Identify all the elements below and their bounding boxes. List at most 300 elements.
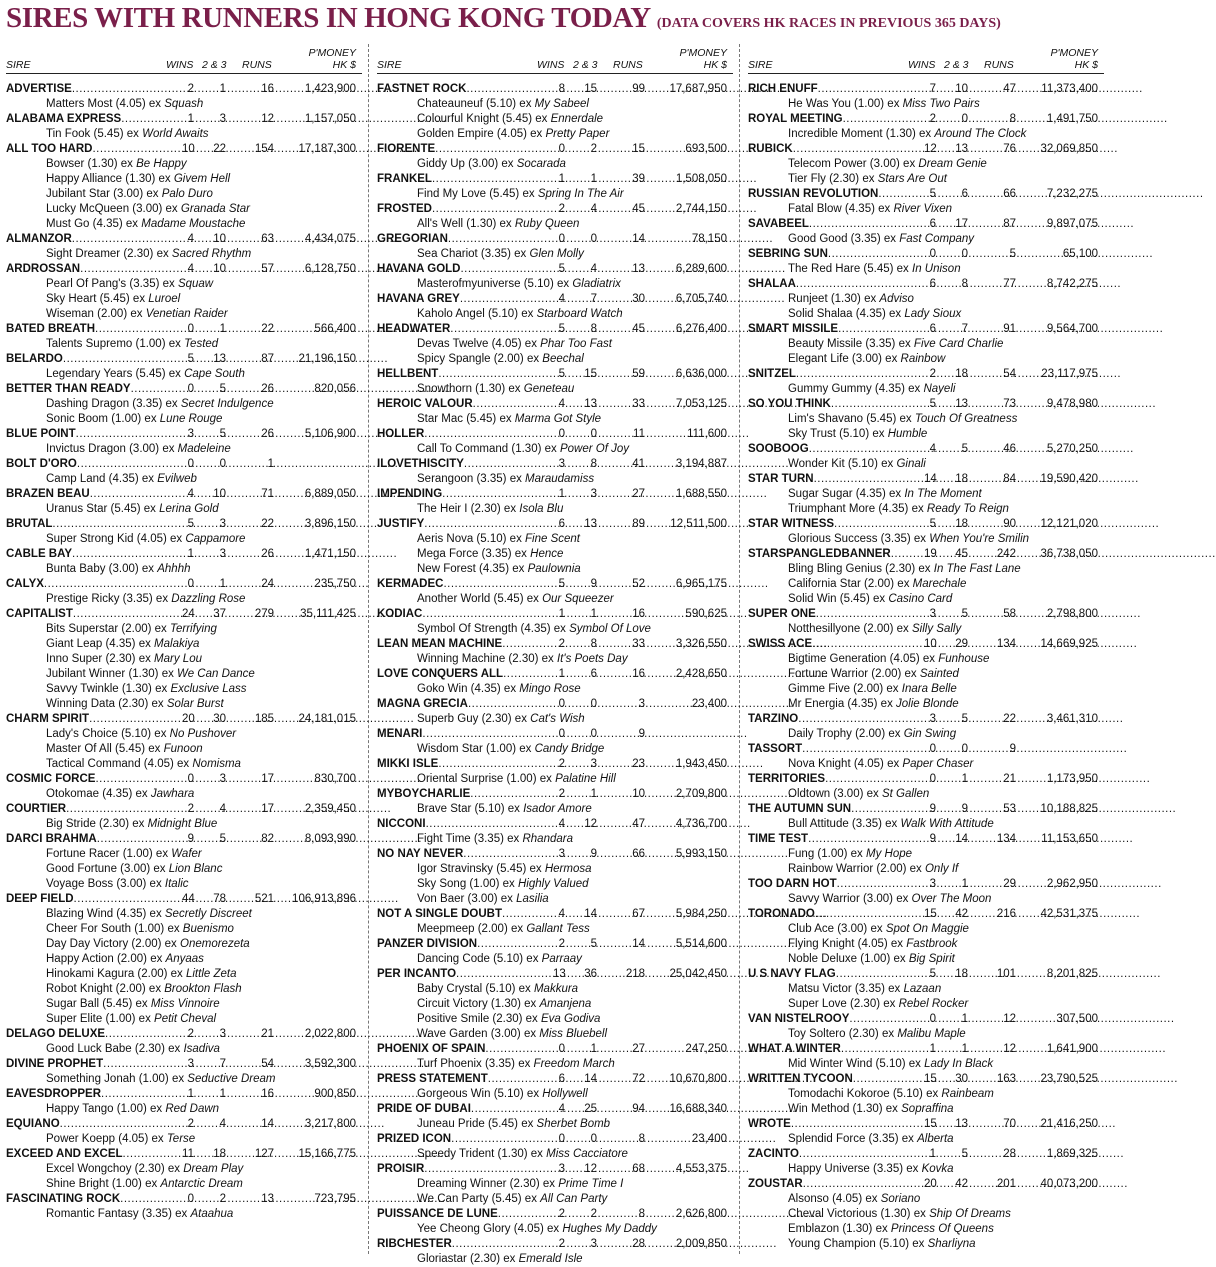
- sire-row: [6, 1147, 362, 1162]
- runner-row: [748, 232, 1104, 247]
- sire-name: FASCINATING ROCK .....: [6, 1192, 187, 1207]
- wins-value: 8: [558, 83, 565, 95]
- runner-row: [748, 172, 1104, 187]
- runner-name: Otokomae (4.35) ex: [46, 788, 151, 800]
- sire-name: MYBOYCHARLIE .....: [377, 787, 558, 802]
- runner-row: [748, 337, 1104, 352]
- runner-row: [6, 877, 362, 892]
- prize-money-value: 21,416,250: [1040, 1118, 1098, 1130]
- dam-name: Palatine Hill: [555, 773, 616, 785]
- prize-money-value: 21,196,150: [298, 353, 356, 365]
- runs-value: 52: [632, 578, 645, 590]
- dam-name: Sharliyna: [927, 1238, 976, 1250]
- placings-value: 30: [955, 1073, 968, 1085]
- prize-money-value: 723,795: [314, 1193, 356, 1205]
- prize-money-value: 8,093,990: [304, 833, 356, 845]
- wins-value: 2: [187, 83, 194, 95]
- runner-name: Spicy Spangle (2.00) ex: [417, 353, 543, 365]
- prize-money-value: 1,173,950: [1046, 773, 1098, 785]
- runner-row: [377, 772, 733, 787]
- dam-name: Socarada: [516, 158, 566, 170]
- sire-name: TARZINO .....: [748, 712, 929, 727]
- dam-name: Our Squeezer: [542, 593, 614, 605]
- dam-name: Cappamore: [185, 533, 246, 545]
- sire-name: TERRITORIES .....: [748, 772, 929, 787]
- runner-name: Flying Knight (4.05) ex: [788, 938, 907, 950]
- sire-row: [6, 82, 362, 97]
- runner-row: [6, 967, 362, 982]
- wins-value: 2: [558, 1208, 565, 1220]
- placings-value: 18: [213, 1148, 226, 1160]
- runner-name: Super Strong Kid (4.05) ex: [46, 533, 186, 545]
- prize-money-value: 3,592,300: [304, 1058, 356, 1070]
- prize-money-value: 23,790,525: [1040, 1073, 1098, 1085]
- sire-name: MIKKI ISLE .....: [377, 757, 558, 772]
- runner-name: Lim's Shavano (5.45) ex: [788, 413, 915, 425]
- runner-name: Happy Action (2.00) ex: [46, 953, 166, 965]
- placings-value: 14: [584, 908, 597, 920]
- prize-money-value: 2,626,800: [675, 1208, 727, 1220]
- runner-name: Happy Universe (3.35) ex: [788, 1163, 922, 1175]
- wins-value: 3: [187, 1058, 194, 1070]
- sire-name: MENARI .....: [377, 727, 558, 742]
- runner-row: [377, 532, 733, 547]
- runner-name: Wiseman (2.00) ex: [46, 308, 146, 320]
- placings-value: 1: [219, 83, 226, 95]
- runner-name: Cheer For South (1.00) ex: [46, 923, 183, 935]
- prize-money-value: 2,798,800: [1046, 608, 1098, 620]
- wins-value: 2: [187, 803, 194, 815]
- runner-row: [748, 682, 1104, 697]
- placings-value: 18: [955, 368, 968, 380]
- sire-row: [377, 172, 733, 187]
- sire-row: [377, 262, 733, 277]
- runner-name: Bits Superstar (2.00) ex: [46, 623, 170, 635]
- runner-name: Call To Command (1.30) ex: [417, 443, 560, 455]
- runner-row: [748, 592, 1104, 607]
- sire-row: [748, 877, 1104, 892]
- dam-name: Emerald Isle: [518, 1253, 583, 1265]
- wins-value: 6: [558, 1073, 565, 1085]
- runner-row: [377, 1087, 733, 1102]
- sire-row: [377, 487, 733, 502]
- sire-row: [6, 487, 362, 502]
- placings-value: 0: [590, 698, 597, 710]
- prize-money-value: 7,232,275: [1046, 188, 1098, 200]
- runner-name: Bigtime Generation (4.05) ex: [788, 653, 939, 665]
- placings-value: 22: [213, 143, 226, 155]
- runs-value: 99: [632, 83, 645, 95]
- runner-name: The Red Hare (5.45) ex: [788, 263, 913, 275]
- dam-name: World Awaits: [142, 128, 209, 140]
- dam-name: Freedom March: [533, 1058, 615, 1070]
- runs-value: 15: [632, 143, 645, 155]
- runner-name: Juneau Pride (5.45) ex: [417, 1118, 537, 1130]
- dam-name: Ahhhh: [157, 563, 191, 575]
- dam-name: Parraay: [541, 953, 582, 965]
- prize-money-value: 2,359,450: [304, 803, 356, 815]
- prize-money-value: 14,669,925: [1040, 638, 1098, 650]
- sire-name: RUBICK .....: [748, 142, 929, 157]
- runner-name: Symbol Of Strength (4.35) ex: [417, 623, 570, 635]
- sire-name: SMART MISSILE .....: [748, 322, 929, 337]
- sire-name: BOLT D'ORO .....: [6, 457, 187, 472]
- runner-row: [748, 577, 1104, 592]
- sire-list: [748, 74, 1104, 1252]
- dam-name: Spot On Maggie: [885, 923, 969, 935]
- sire-name: CALYX .....: [6, 577, 187, 592]
- sire-row: [748, 322, 1104, 337]
- dam-name: Lerina Gold: [159, 503, 219, 515]
- runner-row: [377, 352, 733, 367]
- prize-money-value: 1,688,550: [675, 488, 727, 500]
- dam-name: In The Fast Lane: [933, 563, 1021, 575]
- dam-name: Brookton Flash: [164, 983, 242, 995]
- prize-money-value: 9,897,075: [1046, 218, 1098, 230]
- runner-name: Notthesillyone (2.00) ex: [788, 623, 913, 635]
- runs-value: 91: [1003, 323, 1016, 335]
- wins-value: 3: [929, 878, 936, 890]
- runner-name: Legendary Years (5.45) ex: [46, 368, 185, 380]
- sire-row: [377, 847, 733, 862]
- prize-money-value: 32,069,850: [1040, 143, 1098, 155]
- placings-value: 1: [219, 1088, 226, 1100]
- runs-value: 8: [638, 1208, 645, 1220]
- runner-row: [748, 757, 1104, 772]
- placings-value: 1: [961, 1013, 968, 1025]
- dam-name: Midnight Blue: [147, 818, 218, 830]
- runs-value: 67: [632, 908, 645, 920]
- dam-name: Miss Vinnoire: [150, 998, 220, 1010]
- runs-value: 23: [632, 758, 645, 770]
- header-sire: SIRE: [748, 59, 773, 71]
- dam-name: Starboard Watch: [536, 308, 623, 320]
- runner-row: [6, 367, 362, 382]
- runner-row: [748, 427, 1104, 442]
- runner-name: Gummy Gummy (4.35) ex: [788, 383, 924, 395]
- dam-name: Gallant Tess: [526, 923, 590, 935]
- runner-name: Find My Love (5.45) ex: [417, 188, 538, 200]
- dam-name: Amanjena: [539, 998, 592, 1010]
- prize-money-value: 25,042,450: [669, 968, 727, 980]
- prize-money-value: 9,478,980: [1046, 398, 1098, 410]
- prize-money-value: 3,217,800: [304, 1118, 356, 1130]
- dam-name: Ship Of Dreams: [929, 1208, 1011, 1220]
- runner-name: Day Day Victory (2.00) ex: [46, 938, 181, 950]
- placings-value: 1: [961, 1043, 968, 1055]
- runner-name: Bling Bling Genius (2.30) ex: [788, 563, 934, 575]
- placings-value: 15: [584, 368, 597, 380]
- sire-name: SEBRING SUN .....: [748, 247, 929, 262]
- prize-money-value: 65,100: [1062, 248, 1098, 260]
- sire-name: SWISS ACE .....: [748, 637, 929, 652]
- runner-row: [748, 652, 1104, 667]
- wins-value: 7: [929, 83, 936, 95]
- runner-row: [6, 622, 362, 637]
- runs-value: 16: [632, 608, 645, 620]
- sire-row: [748, 1177, 1104, 1192]
- runner-row: [748, 157, 1104, 172]
- placings-value: 5: [590, 938, 597, 950]
- runs-value: 22: [261, 323, 274, 335]
- dam-name: Mary Lou: [154, 653, 202, 665]
- runner-row: [748, 457, 1104, 472]
- runs-value: 134: [996, 638, 1016, 650]
- runs-value: 163: [996, 1073, 1016, 1085]
- placings-value: 18: [955, 518, 968, 530]
- prize-money-value: 3,896,150: [304, 518, 356, 530]
- sire-name: PRESS STATEMENT .....: [377, 1072, 558, 1087]
- runner-row: [748, 922, 1104, 937]
- runner-row: [748, 1237, 1104, 1252]
- runner-row: [6, 862, 362, 877]
- runner-name: Savvy Twinkle (1.30) ex: [46, 683, 171, 695]
- wins-value: 4: [187, 233, 194, 245]
- placings-value: 0: [590, 428, 597, 440]
- runner-name: Oldtown (3.00) ex: [788, 788, 882, 800]
- runner-name: Shine Bright (1.00) ex: [46, 1178, 161, 1190]
- runs-value: 22: [1003, 713, 1016, 725]
- prize-money-value: 1,157,050: [304, 113, 356, 125]
- prize-money-value: 820,056: [314, 383, 356, 395]
- placings-value: 0: [961, 743, 968, 755]
- sire-row: [748, 442, 1104, 457]
- runner-name: Tomodachi Kokoroe (5.10) ex: [788, 1088, 942, 1100]
- runner-name: Fight Time (3.35) ex: [417, 833, 523, 845]
- runner-name: Young Champion (5.10) ex: [788, 1238, 928, 1250]
- wins-value: 0: [187, 578, 194, 590]
- wins-value: 2: [558, 1238, 565, 1250]
- dam-name: Gladiatrix: [572, 278, 621, 290]
- sire-name: PHOENIX OF SPAIN .....: [377, 1042, 558, 1057]
- sire-name: GREGORIAN .....: [377, 232, 558, 247]
- dam-name: Hollywell: [542, 1088, 588, 1100]
- sire-row: [377, 1207, 733, 1222]
- runner-row: [6, 652, 362, 667]
- placings-value: 0: [961, 113, 968, 125]
- dam-name: Isador Amore: [523, 803, 592, 815]
- runner-row: [377, 1117, 733, 1132]
- placings-value: 10: [213, 233, 226, 245]
- runs-value: 70: [1003, 1118, 1016, 1130]
- dam-name: In The Moment: [904, 488, 982, 500]
- runner-name: Talents Supremo (1.00) ex: [46, 338, 185, 350]
- dam-name: Beechal: [542, 353, 584, 365]
- wins-value: 0: [187, 458, 194, 470]
- prize-money-value: 8,201,825: [1046, 968, 1098, 980]
- runner-name: Triumphant More (4.35) ex: [788, 503, 927, 515]
- header-2-and-3: 2 & 3: [202, 59, 227, 71]
- sire-row: [377, 1132, 733, 1147]
- sire-row: [377, 787, 733, 802]
- sire-row: [748, 907, 1104, 922]
- placings-value: 9: [590, 578, 597, 590]
- runner-row: [377, 592, 733, 607]
- runs-value: 216: [996, 908, 1016, 920]
- placings-value: 0: [590, 1133, 597, 1145]
- sire-name: WRITTEN TYCOON .....: [748, 1072, 929, 1087]
- wins-value: 9: [187, 833, 194, 845]
- runner-name: Excel Wongchoy (2.30) ex: [46, 1163, 184, 1175]
- wins-value: 3: [187, 428, 194, 440]
- sire-name: ADVERTISE .....: [6, 82, 187, 97]
- runner-row: [6, 172, 362, 187]
- runner-name: Superb Guy (2.30) ex: [417, 713, 531, 725]
- sire-row: [377, 82, 733, 97]
- sire-row: [6, 892, 362, 907]
- runner-name: Brave Star (5.10) ex: [417, 803, 524, 815]
- runner-row: [6, 592, 362, 607]
- runs-value: 14: [261, 1118, 274, 1130]
- dam-name: Only If: [924, 863, 959, 875]
- dam-name: Lazaan: [903, 983, 942, 995]
- placings-value: 2: [590, 143, 597, 155]
- column-1: [6, 40, 362, 1256]
- dam-name: Symbol Of Love: [569, 623, 651, 635]
- prize-money-value: 23,400: [691, 1133, 727, 1145]
- sire-name: DELAGO DELUXE .....: [6, 1027, 187, 1042]
- placings-value: 1: [590, 173, 597, 185]
- runner-name: Yee Cheong Glory (4.05) ex: [417, 1223, 563, 1235]
- runner-name: Must Go (4.35) ex: [46, 218, 142, 230]
- dam-name: Walk With Attitude: [900, 818, 994, 830]
- prize-money-value: 17,187,300: [298, 143, 356, 155]
- runs-value: 58: [1003, 608, 1016, 620]
- runner-row: [6, 997, 362, 1012]
- runner-row: [748, 622, 1104, 637]
- runner-name: Serangoon (3.35) ex: [417, 473, 526, 485]
- runner-name: Jubilant Star (3.00) ex: [46, 188, 162, 200]
- runs-value: 3: [638, 698, 645, 710]
- dam-name: Nayeli: [923, 383, 956, 395]
- runner-row: [6, 532, 362, 547]
- placings-value: 7: [219, 1058, 226, 1070]
- prize-money-value: 1,943,450: [675, 758, 727, 770]
- runs-value: 521: [254, 893, 274, 905]
- sire-name: HOLLER .....: [377, 427, 558, 442]
- runner-name: Fatal Blow (4.35) ex: [788, 203, 894, 215]
- runner-name: Rainbow Warrior (2.00) ex: [788, 863, 925, 875]
- prize-money-value: 8,742,275: [1046, 278, 1098, 290]
- placings-value: 13: [955, 143, 968, 155]
- runs-value: 87: [1003, 218, 1016, 230]
- placings-value: 5: [961, 608, 968, 620]
- sire-row: [377, 517, 733, 532]
- wins-value: 0: [558, 1133, 565, 1145]
- placings-value: 12: [584, 1163, 597, 1175]
- runner-row: [6, 742, 362, 757]
- wins-value: 5: [929, 968, 936, 980]
- placings-value: 25: [584, 1103, 597, 1115]
- dam-name: Tested: [184, 338, 219, 350]
- sire-name: RIBCHESTER .....: [377, 1237, 558, 1252]
- runner-row: [377, 1012, 733, 1027]
- runner-name: Jubilant Winner (1.30) ex: [46, 668, 178, 680]
- sire-name: ARDROSSAN .....: [6, 262, 187, 277]
- sire-name: FIORENTE .....: [377, 142, 558, 157]
- runner-row: [377, 712, 733, 727]
- sire-row: [377, 427, 733, 442]
- dam-name: Marechale: [912, 578, 967, 590]
- wins-value: 4: [929, 443, 936, 455]
- dam-name: Buenismo: [182, 923, 234, 935]
- runner-name: Wave Garden (3.00) ex: [417, 1028, 540, 1040]
- sire-name: TIME TEST .....: [748, 832, 929, 847]
- runs-value: 68: [632, 1163, 645, 1175]
- runner-row: [377, 922, 733, 937]
- sire-row: [377, 937, 733, 952]
- placings-value: 1: [961, 878, 968, 890]
- runs-value: 47: [632, 818, 645, 830]
- prize-money-value: 17,687,950: [669, 83, 727, 95]
- sire-row: [6, 352, 362, 367]
- prize-money-value: 1,641,900: [1046, 1043, 1098, 1055]
- runner-row: [6, 817, 362, 832]
- runs-value: 90: [1003, 518, 1016, 530]
- runs-value: 73: [1003, 398, 1016, 410]
- runner-row: [377, 1057, 733, 1072]
- sire-row: [377, 817, 733, 832]
- runs-value: 12: [1003, 1043, 1016, 1055]
- placings-value: 5: [219, 833, 226, 845]
- runs-value: 87: [261, 353, 274, 365]
- sire-row: [6, 517, 362, 532]
- sire-row: [748, 397, 1104, 412]
- runner-row: [6, 202, 362, 217]
- dam-name: Terrifying: [170, 623, 217, 635]
- runner-row: [377, 187, 733, 202]
- sire-name: SAVABEEL .....: [748, 217, 929, 232]
- sire-name: DIVINE PROPHET .....: [6, 1057, 187, 1072]
- sire-name: HAVANA GREY .....: [377, 292, 558, 307]
- sire-row: [6, 1057, 362, 1072]
- prize-money-value: 1,471,150: [304, 548, 356, 560]
- placings-value: 13: [584, 518, 597, 530]
- runner-row: [748, 1027, 1104, 1042]
- sire-row: [377, 907, 733, 922]
- runner-name: Nova Knight (4.05) ex: [788, 758, 903, 770]
- sire-name: BLUE POINT .....: [6, 427, 187, 442]
- header-sire: SIRE: [6, 59, 31, 71]
- placings-value: 3: [590, 1238, 597, 1250]
- runner-name: Win Method (1.30) ex: [788, 1103, 902, 1115]
- wins-value: 5: [558, 263, 565, 275]
- runner-name: Romantic Fantasy (3.35) ex: [46, 1208, 191, 1220]
- placings-value: 1: [590, 788, 597, 800]
- sire-row: [748, 712, 1104, 727]
- runner-name: Lucky McQueen (3.00) ex: [46, 203, 181, 215]
- runner-row: [748, 1132, 1104, 1147]
- sire-name: EXCEED AND EXCEL .....: [6, 1147, 187, 1162]
- runner-row: [748, 817, 1104, 832]
- sire-row: [748, 967, 1104, 982]
- runner-name: Tin Fook (5.45) ex: [46, 128, 143, 140]
- sire-name: FRANKEL .....: [377, 172, 558, 187]
- sire-name: PER INCANTO .....: [377, 967, 558, 982]
- dam-name: Candy Bridge: [534, 743, 605, 755]
- dam-name: Gin Swing: [903, 728, 957, 740]
- dam-name: Miss Bluebell: [539, 1028, 608, 1040]
- wins-value: 3: [558, 848, 565, 860]
- dam-name: Alberta: [917, 1133, 954, 1145]
- dam-name: Exclusive Lass: [170, 683, 247, 695]
- runner-row: [6, 1072, 362, 1087]
- sire-row: [6, 1192, 362, 1207]
- runner-name: Good Good (3.35) ex: [788, 233, 900, 245]
- dam-name: Around The Clock: [934, 128, 1027, 140]
- placings-value: 13: [955, 398, 968, 410]
- prize-money-value: 235,750: [314, 578, 356, 590]
